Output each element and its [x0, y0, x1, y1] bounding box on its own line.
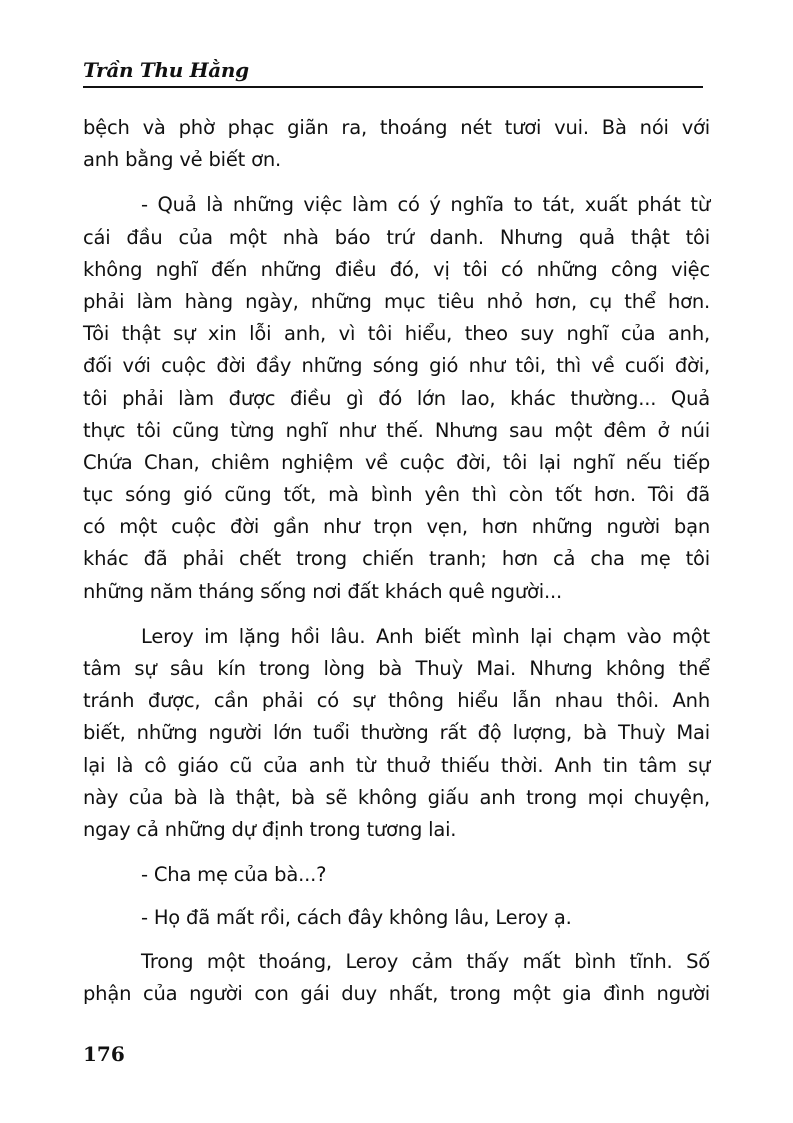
text-line: tâm sự sâu kín trong lòng bà Thuỳ Mai. Nhưng không thể: [83, 657, 710, 680]
text-line: đối với cuộc đời đầy những sóng gió như tôi, thì về cuối đời,: [83, 354, 710, 378]
text-line: tục sóng gió cũng tốt, mà bình yên thì còn tốt hơn. Tôi đã: [83, 483, 710, 507]
page-body-text: [83, 112, 710, 1023]
text-line: phải làm hàng ngày, những mục tiêu nhỏ hơn, cụ thể hơn.: [83, 289, 710, 313]
page-number: 176: [83, 1042, 125, 1066]
paragraph: [83, 902, 710, 934]
text-line: - Cha mẹ của bà...?: [141, 863, 327, 887]
paragraph: [83, 112, 710, 176]
text-line: những năm tháng sống nơi đất khách quê người...: [83, 579, 562, 603]
text-line: ngay cả những dự định trong tương lai.: [83, 817, 457, 841]
running-header-author: Trần Thu Hằng: [83, 58, 249, 82]
paragraph: [83, 189, 710, 607]
paragraph: [83, 621, 710, 846]
text-line: Tôi thật sự xin lỗi anh, vì tôi hiểu, theo suy nghĩ của anh,: [83, 322, 710, 346]
running-header: [83, 56, 703, 84]
paragraph: [83, 859, 710, 891]
text-line: này của bà là thật, bà sẽ không giấu anh trong mọi chuyện,: [83, 785, 710, 809]
text-line: Trong một thoáng, Leroy cảm thấy mất bình tĩnh. Số: [141, 949, 710, 973]
text-line: Leroy im lặng hồi lâu. Anh biết mình lại chạm vào một: [141, 624, 710, 648]
text-line: anh bằng vẻ biết ơn.: [83, 148, 281, 172]
paragraph: [83, 946, 710, 1010]
text-line: tránh được, cần phải có sự thông hiểu lẫn nhau thôi. Anh: [83, 689, 710, 713]
text-line: lại là cô giáo cũ của anh từ thuở thiếu thời. Anh tin tâm sự: [83, 753, 710, 777]
text-line: thực tôi cũng từng nghĩ như thế. Nhưng sau một đêm ở núi: [83, 418, 710, 442]
text-line: bệch và phờ phạc giãn ra, thoáng nét tươi vui. Bà nói với: [83, 116, 710, 139]
text-line: cái đầu của một nhà báo trứ danh. Nhưng quả thật tôi: [83, 225, 710, 249]
text-line: - Họ đã mất rồi, cách đây không lâu, Leroy ạ.: [141, 906, 572, 930]
text-line: Chứa Chan, chiêm nghiệm về cuộc đời, tôi lại nghĩ nếu tiếp: [83, 450, 710, 474]
text-line: biết, những người lớn tuổi thường rất độ lượng, bà Thuỳ Mai: [83, 721, 710, 745]
header-rule: [83, 86, 703, 88]
text-line: phận của người con gái duy nhất, trong một gia đình người: [83, 981, 710, 1005]
text-line: tôi phải làm được điều gì đó lớn lao, khác thường... Quả: [83, 386, 710, 410]
text-line: khác đã phải chết trong chiến tranh; hơn cả cha mẹ tôi: [83, 547, 710, 571]
text-line: không nghĩ đến những điều đó, vị tôi có những công việc: [83, 257, 710, 281]
text-line: - Quả là những việc làm có ý nghĩa to tát, xuất phát từ: [141, 193, 710, 217]
text-line: có một cuộc đời gần như trọn vẹn, hơn những người bạn: [83, 515, 710, 539]
